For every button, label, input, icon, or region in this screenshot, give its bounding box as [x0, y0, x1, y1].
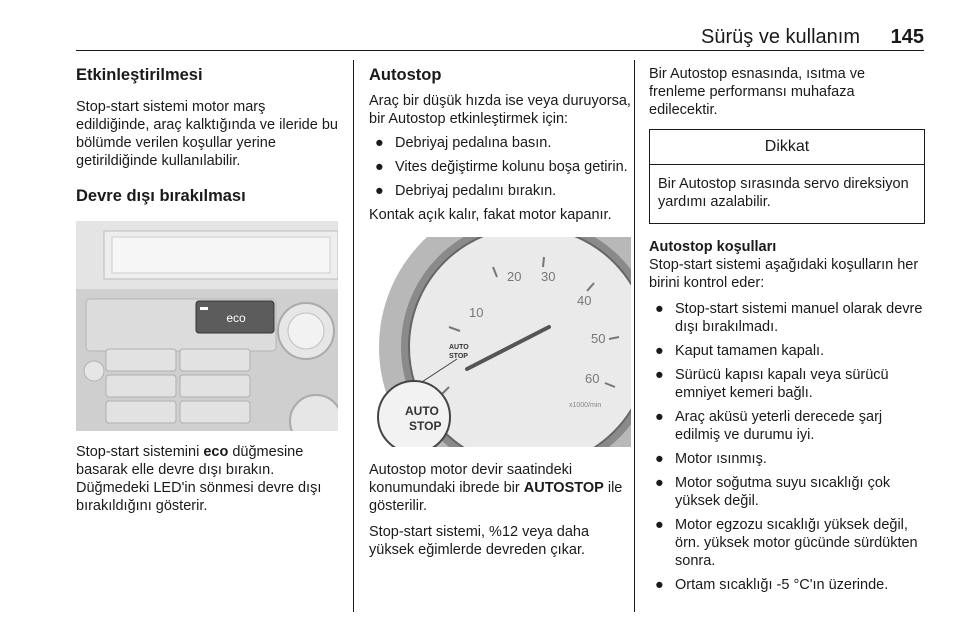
- heading-autostop-conditions: Autostop koşulları: [649, 239, 777, 255]
- heading-autostop: Autostop: [369, 66, 442, 84]
- zoom-autostop-label: STOP: [409, 419, 442, 433]
- caution-text: Bir Autostop sırasında servo direksiyon yardımı azalabilir.: [658, 176, 909, 210]
- list-item: ● Motor ısınmış.: [655, 451, 767, 467]
- list-item: ● Vites değiştirme kolunu boşa getirin.: [375, 159, 628, 175]
- incline-note: Stop-start sistemi, %12 veya daha yüksek eğimlerde devreden çıkar.: [369, 524, 590, 558]
- caution-box: [649, 129, 925, 224]
- engine-off-note: Kontak açık kalır, fakat motor kapanır.: [369, 207, 612, 223]
- tachometer-illustration: [369, 237, 631, 447]
- gauge-autostop-mark: STOP: [449, 353, 468, 360]
- conditions-list: [649, 300, 925, 594]
- column-divider: [634, 60, 635, 612]
- activation-paragraph: Stop-start sistemi motor marş edildiğinde, araç kalktığında ve ileride bu bölümde verilen koşullar yerine getirildiğinde kullanılabilir.: [76, 99, 338, 169]
- gauge-tick: 10: [469, 305, 484, 320]
- list-item: ● Motor egzozu sıcaklığı yüksek değil, örn. yüksek motor gücünde sürdükten sonra.: [655, 517, 918, 569]
- eco-label: eco: [203, 444, 229, 460]
- autostop-caption: Autostop motor devir saatindeki konumundaki ibrede bir AUTOSTOP ile gösterilir.: [369, 462, 623, 514]
- zoom-autostop-label: AUTO: [405, 404, 439, 418]
- gauge-autostop-mark: AUTO: [449, 344, 469, 351]
- heading-activation: Etkinleştirilmesi: [76, 66, 203, 84]
- eco-button-label: eco: [226, 311, 246, 325]
- header-rule: [76, 50, 924, 51]
- page-number: 145: [890, 26, 924, 48]
- gauge-unit: x1000/min: [569, 402, 602, 409]
- autostop-steps: [369, 134, 631, 200]
- gauge-tick: 60: [585, 371, 600, 386]
- list-item: ● Motor soğutma suyu sıcaklığı çok yüksek değil.: [655, 475, 891, 509]
- list-item: ● Stop-start sistemi manuel olarak devre dışı bırakılmadı.: [655, 301, 923, 335]
- list-item: ● Araç aküsü yeterli derecede şarj edilmiş ve durumu iyi.: [655, 409, 883, 443]
- list-item: ● Debriyaj pedalını bırakın.: [375, 183, 557, 199]
- gauge-tick: 20: [507, 269, 522, 284]
- list-item: ● Debriyaj pedalına basın.: [375, 135, 552, 151]
- list-item: ● Sürücü kapısı kapalı veya sürücü emniyet kemeri bağlı.: [655, 367, 889, 401]
- gauge-tick: 50: [591, 331, 606, 346]
- eco-button-photo: [76, 221, 338, 431]
- column-divider: [353, 60, 354, 612]
- column-3: [649, 60, 925, 594]
- autostop-intro: Araç bir düşük hızda ise veya duruyorsa, bir Autostop etkinleştirmek için:: [369, 93, 631, 127]
- gauge-tick: 40: [577, 293, 592, 308]
- column-2: [369, 60, 631, 559]
- conditions-intro: Stop-start sistemi aşağıdaki koşulların her birini kontrol eder:: [649, 257, 919, 291]
- list-item: ● Ortam sıcaklığı -5 °C'ın üzerinde.: [655, 577, 889, 593]
- column-1: [76, 60, 340, 515]
- autostop-comfort-note: Bir Autostop esnasında, ısıtma ve frenleme performansı muhafaza edilecektir.: [649, 66, 866, 118]
- heading-deactivation: Devre dışı bırakılması: [76, 187, 246, 205]
- page-header: [76, 26, 924, 50]
- list-item: ● Kaput tamamen kapalı.: [655, 343, 825, 359]
- section-title: Sürüş ve kullanım: [701, 26, 860, 48]
- gauge-tick: 30: [541, 269, 556, 284]
- caution-title: Dikkat: [650, 130, 924, 165]
- deactivation-caption: Stop-start sistemini eco düğmesine basarak elle devre dışı bırakın. Düğmedeki LED'in sönmesi devre dışı bırakıldığını gösterir.: [76, 444, 322, 514]
